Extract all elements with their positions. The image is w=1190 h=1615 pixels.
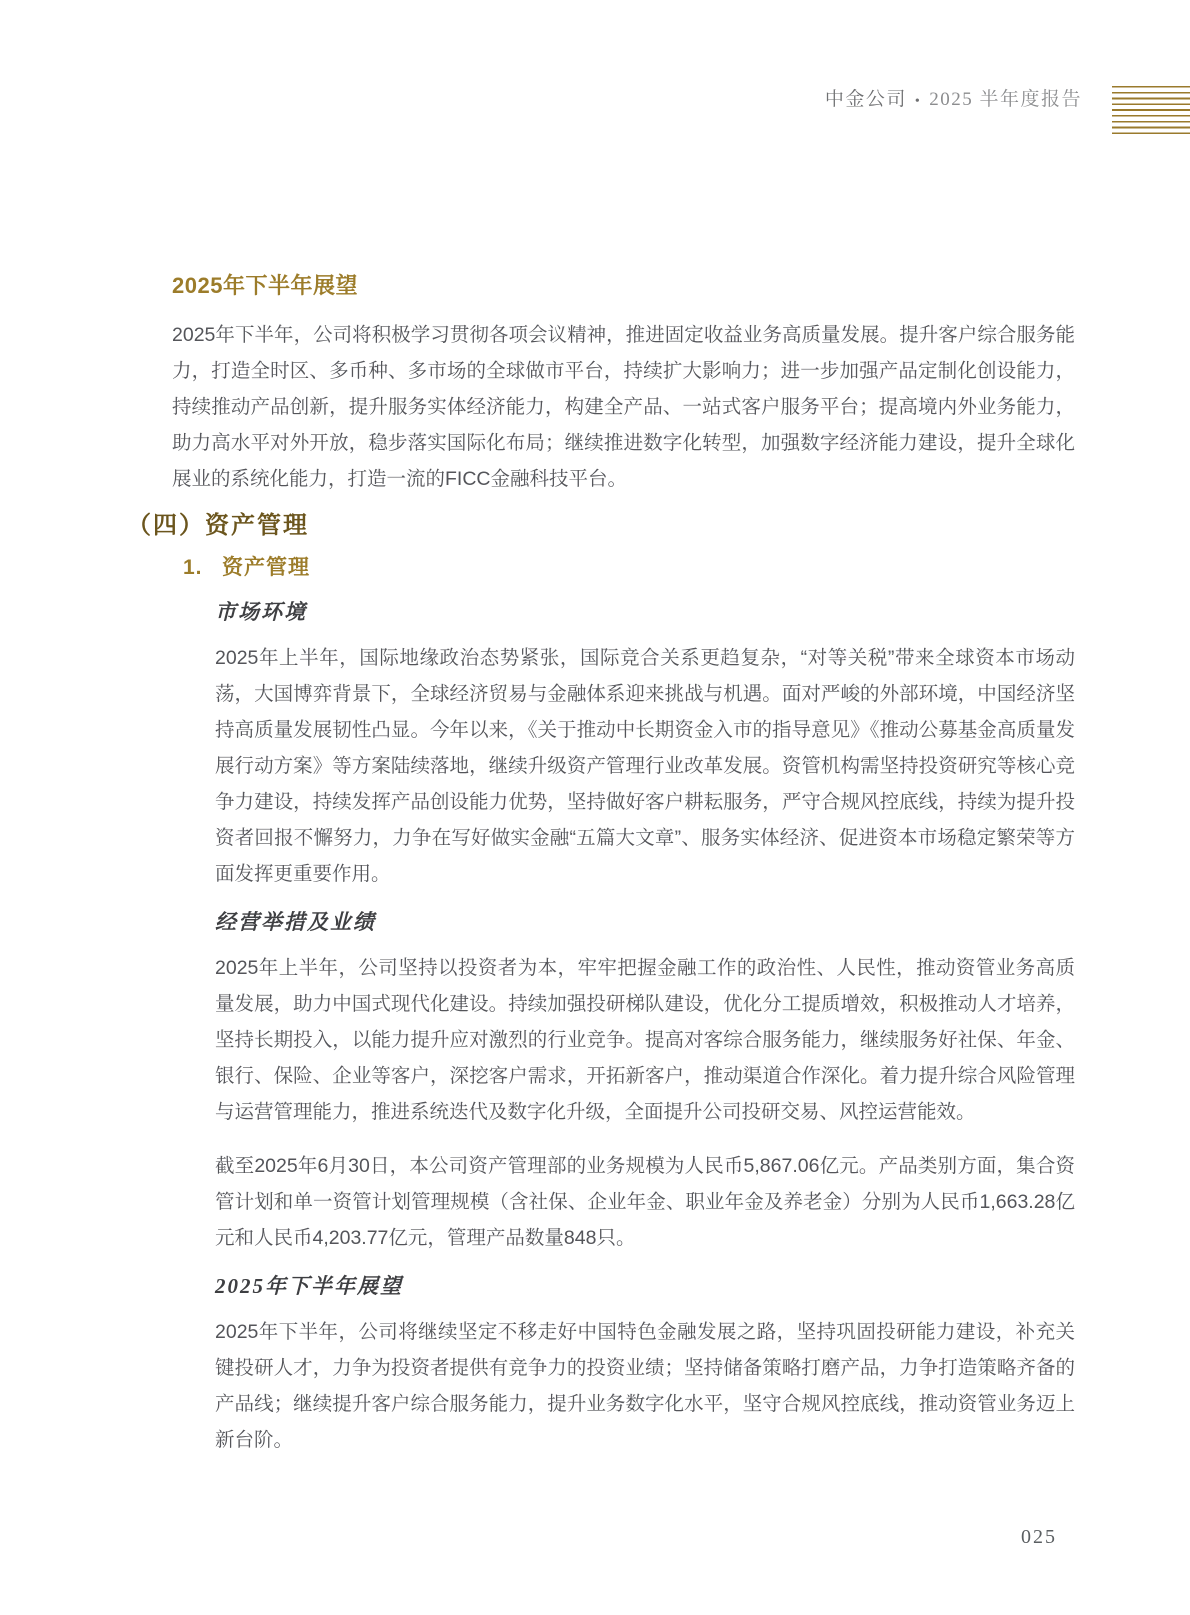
fixed-income-outlook-heading: 2025年下半年展望 <box>172 273 358 298</box>
fixed-income-outlook-paragraph: 2025年下半年，公司将积极学习贯彻各项会议精神，推进固定收益业务高质量发展。提升客户综合服务能力，打造全时区、多币种、多市场的全球做市平台，持续扩大影响力；进一步加强产品定制化创设能力，持续推动产品创新，提升服务实体经济能力，构建全产品、一站式客户服务平台；提高境内外业务能力，助力高水平对外开放，稳步落实国际化布局；继续推进数字化转型，加强数字经济能力建设，提升全球化展业的系统化能力，打造一流的FICC金融科技平台。 <box>172 324 1075 490</box>
operations-paragraph-1: 2025年上半年，公司坚持以投资者为本，牢牢把握金融工作的政治性、人民性，推动资管业务高质量发展，助力中国式现代化建设。持续加强投研梯队建设，优化分工提质增效，积极推动人才培养，坚持长期投入，以能力提升应对激烈的行业竞争。提高对客综合服务能力，继续服务好社保、年金、银行、保险、企业等客户，深挖客户需求，开拓新客户，推动渠道合作深化。着力提升综合风险管理与运营管理能力，推进系统迭代及数字化升级，全面提升公司投研交易、风控运营能效。 <box>215 957 1075 1123</box>
subsection-heading <box>183 554 1075 582</box>
report-title: 2025 半年度报告 <box>929 89 1082 110</box>
page-number: 025 <box>1021 1526 1057 1548</box>
section-heading-asset-management: （四）资产管理 <box>127 512 309 539</box>
am-outlook-heading: 2025年下半年展望 <box>215 1274 403 1298</box>
operations-heading: 经营举措及业绩 <box>215 910 376 934</box>
operations-paragraph-2: 截至2025年6月30日，本公司资产管理部的业务规模为人民币5,867.06亿元。产品类别方面，集合资管计划和单一资管计划管理规模（含社保、企业年金、职业年金及养老金）分别为人民币1,663.28亿元和人民币4,203.77亿元，管理产品数量848只。 <box>215 1155 1075 1249</box>
am-outlook-paragraph: 2025年下半年，公司将继续坚定不移走好中国特色金融发展之路，坚持巩固投研能力建设，补充关键投研人才，力争为投资者提供有竞争力的投资业绩；坚持储备策略打磨产品，力争打造策略齐备的产品线；继续提升客户综合服务能力，提升业务数字化水平，坚守合规风控底线，推动资管业务迈上新台阶。 <box>215 1321 1075 1451</box>
market-environment-heading: 市场环境 <box>215 600 307 624</box>
running-header <box>825 88 1082 114</box>
subsection-body <box>215 598 1075 1458</box>
gold-lines-icon <box>1112 86 1190 137</box>
company-name: 中金公司 <box>824 89 907 110</box>
subsection-number: 1. <box>183 556 203 579</box>
separator-dot: • <box>914 94 922 109</box>
subsection-title: 资产管理 <box>222 556 310 579</box>
page-content <box>127 272 1075 1458</box>
market-environment-paragraph: 2025年上半年，国际地缘政治态势紧张，国际竞合关系更趋复杂，“对等关税”带来全球资本市场动荡，大国博弈背景下，全球经济贸易与金融体系迎来挑战与机遇。面对严峻的外部环境，中国经济坚持高质量发展韧性凸显。今年以来，《关于推动中长期资金入市的指导意见》《推动公募基金高质量发展行动方案》等方案陆续落地，继续升级资产管理行业改革发展。资管机构需坚持投资研究等核心竞争力建设，持续发挥产品创设能力优势，坚持做好客户耕耘服务，严守合规风控底线，持续为提升投资者回报不懈努力，力争在写好做实金融“五篇大文章”、服务实体经济、促进资本市场稳定繁荣等方面发挥更重要作用。 <box>215 647 1075 885</box>
